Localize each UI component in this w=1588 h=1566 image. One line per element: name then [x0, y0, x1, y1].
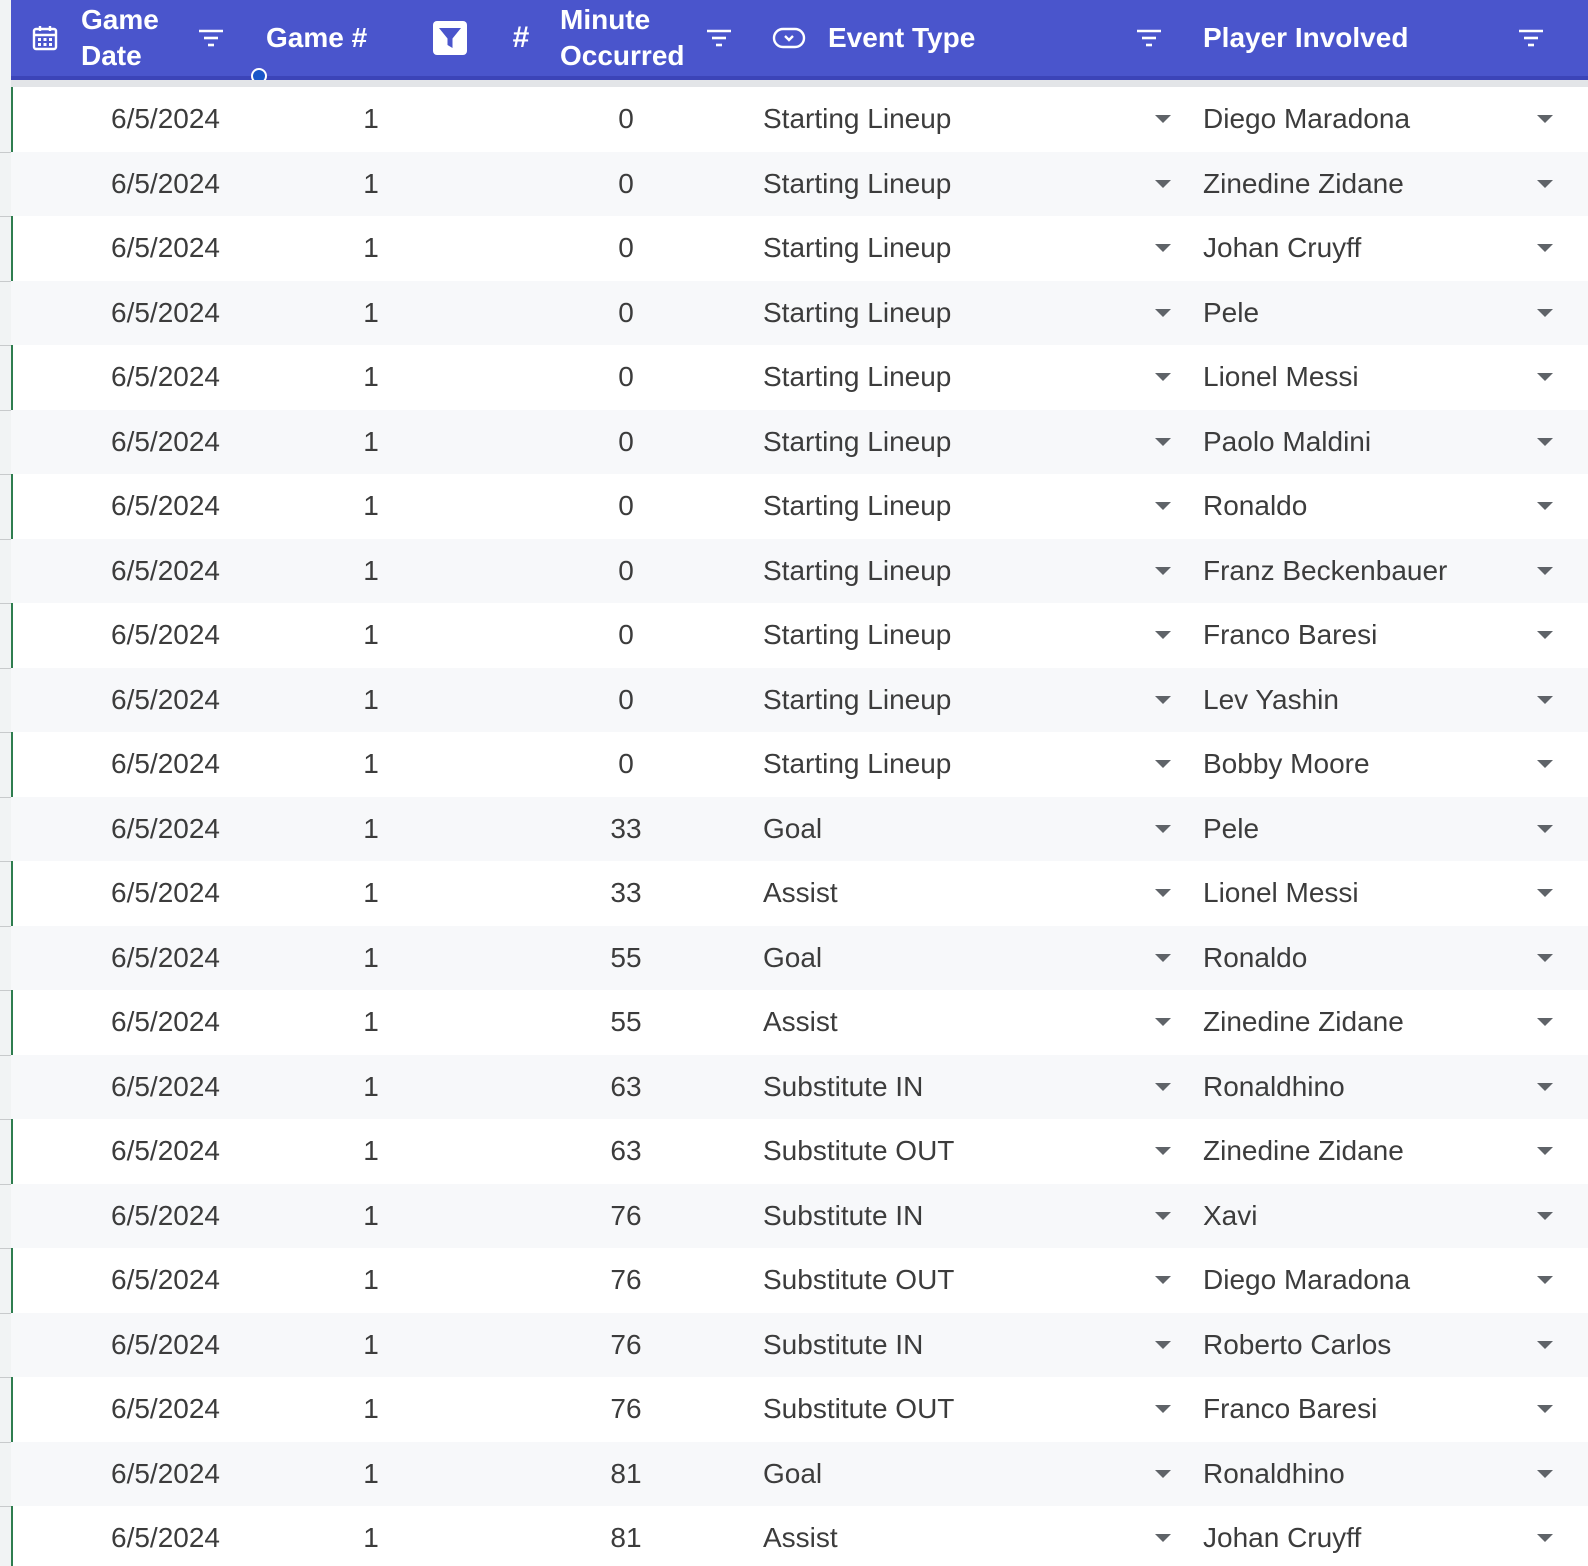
- row-gutter-line: [0, 1313, 11, 1314]
- column-header-event-type[interactable]: [828, 0, 1078, 76]
- chevron-down-icon[interactable]: [1533, 926, 1557, 991]
- table-row[interactable]: [11, 345, 1588, 410]
- row-gutter-line: [0, 152, 11, 153]
- chevron-down-icon[interactable]: [1151, 1055, 1175, 1120]
- table-row[interactable]: [11, 603, 1588, 668]
- table-row[interactable]: [11, 1248, 1588, 1313]
- cell-minute-occurred[interactable]: 0: [618, 748, 634, 780]
- row-gutter-line: [0, 668, 11, 669]
- row-gutter-line: [0, 1184, 11, 1185]
- cell-minute-occurred[interactable]: 0: [618, 296, 634, 328]
- cell-minute-occurred[interactable]: 0: [618, 425, 634, 457]
- cell-game-date[interactable]: 6/5/2024: [111, 941, 220, 973]
- table-row[interactable]: [11, 990, 1588, 1055]
- row-gutter-line: [0, 1377, 11, 1378]
- cell-game-date[interactable]: 6/5/2024: [111, 1006, 220, 1038]
- cell-game-date[interactable]: 6/5/2024: [111, 554, 220, 586]
- cell-game-number[interactable]: 1: [363, 748, 379, 780]
- table-row[interactable]: [11, 1377, 1588, 1442]
- chevron-down-icon[interactable]: [1533, 1377, 1557, 1442]
- column-header-game-date[interactable]: [81, 0, 201, 76]
- cell-player-involved[interactable]: Ronaldo: [1203, 490, 1308, 522]
- chevron-down-icon[interactable]: [1533, 281, 1557, 346]
- cell-event-type[interactable]: Assist: [763, 1006, 838, 1038]
- cell-player-involved[interactable]: Lev Yashin: [1203, 683, 1339, 715]
- cell-game-number[interactable]: 1: [363, 1328, 379, 1360]
- cell-game-number[interactable]: 1: [363, 1135, 379, 1167]
- row-gutter-line: [0, 1506, 11, 1507]
- row-gutter-line: [0, 281, 11, 282]
- cell-minute-occurred[interactable]: 0: [618, 554, 634, 586]
- cell-game-number[interactable]: 1: [363, 361, 379, 393]
- chevron-down-icon[interactable]: [1533, 1184, 1557, 1249]
- filter-lines-icon[interactable]: [1131, 20, 1167, 56]
- table-row[interactable]: [11, 926, 1588, 991]
- cell-minute-occurred[interactable]: 81: [610, 1522, 642, 1554]
- cell-game-number[interactable]: 1: [363, 232, 379, 264]
- cell-game-date[interactable]: 6/5/2024: [111, 296, 220, 328]
- cell-game-date[interactable]: 6/5/2024: [111, 683, 220, 715]
- cell-game-number[interactable]: 1: [363, 103, 379, 135]
- table-row[interactable]: [11, 1119, 1588, 1184]
- chevron-down-icon[interactable]: [1151, 216, 1175, 281]
- table-row[interactable]: [11, 668, 1588, 733]
- cell-minute-occurred[interactable]: 55: [610, 941, 642, 973]
- chevron-down-icon[interactable]: [1533, 797, 1557, 862]
- cell-game-number[interactable]: 1: [363, 1006, 379, 1038]
- cell-event-type[interactable]: Goal: [763, 812, 823, 844]
- cell-player-involved[interactable]: Franz Beckenbauer: [1203, 554, 1448, 586]
- cell-event-type[interactable]: Substitute OUT: [763, 1264, 955, 1296]
- table-row[interactable]: [11, 1442, 1588, 1507]
- cell-event-type[interactable]: Substitute OUT: [763, 1393, 955, 1425]
- cell-game-number[interactable]: 1: [363, 425, 379, 457]
- filter-active-icon[interactable]: [432, 20, 468, 56]
- header-label: Game #: [266, 22, 368, 53]
- cell-player-involved[interactable]: Pele: [1203, 812, 1260, 844]
- chevron-down-icon[interactable]: [1533, 539, 1557, 604]
- table-header: [11, 0, 1588, 80]
- header-divider: [11, 80, 1588, 87]
- chevron-down-icon[interactable]: [1151, 1506, 1175, 1566]
- chevron-down-icon[interactable]: [1151, 861, 1175, 926]
- table-row[interactable]: [11, 410, 1588, 475]
- cell-event-type[interactable]: Starting Lineup: [763, 554, 952, 586]
- table-row[interactable]: [11, 216, 1588, 281]
- header-label-line: Occurred: [560, 40, 685, 71]
- row-gutter-line: [0, 990, 11, 991]
- cell-game-number[interactable]: 1: [363, 812, 379, 844]
- cell-game-date[interactable]: 6/5/2024: [111, 1328, 220, 1360]
- chevron-down-icon[interactable]: [1533, 1442, 1557, 1507]
- chevron-down-icon[interactable]: [1151, 1248, 1175, 1313]
- cell-player-involved[interactable]: Franco Baresi: [1203, 619, 1378, 651]
- cell-minute-occurred[interactable]: 33: [610, 812, 642, 844]
- row-gutter-line: [0, 1055, 11, 1056]
- table-row[interactable]: [11, 732, 1588, 797]
- cell-player-involved[interactable]: Lionel Messi: [1203, 361, 1359, 393]
- chevron-down-icon[interactable]: [1151, 1313, 1175, 1378]
- cell-player-involved[interactable]: Franco Baresi: [1203, 1393, 1378, 1425]
- filter-lines-icon[interactable]: [193, 20, 229, 56]
- cell-player-involved[interactable]: Ronaldo: [1203, 941, 1308, 973]
- chevron-down-icon[interactable]: [1533, 87, 1557, 152]
- table-row[interactable]: [11, 861, 1588, 926]
- cell-minute-occurred[interactable]: 76: [610, 1328, 642, 1360]
- table-row[interactable]: [11, 539, 1588, 604]
- chevron-down-icon[interactable]: [1151, 732, 1175, 797]
- chevron-down-icon[interactable]: [1151, 474, 1175, 539]
- row-gutter-line: [0, 861, 11, 862]
- cell-game-date[interactable]: 6/5/2024: [111, 490, 220, 522]
- cell-minute-occurred[interactable]: 0: [618, 619, 634, 651]
- cell-event-type[interactable]: Substitute IN: [763, 1328, 924, 1360]
- header-label: Event Type: [828, 22, 976, 53]
- chevron-down-icon[interactable]: [1533, 1119, 1557, 1184]
- cell-player-involved[interactable]: Johan Cruyff: [1203, 232, 1362, 264]
- table-row[interactable]: [11, 797, 1588, 862]
- cell-player-involved[interactable]: Lionel Messi: [1203, 877, 1359, 909]
- chevron-down-icon[interactable]: [1533, 861, 1557, 926]
- cell-game-date[interactable]: 6/5/2024: [111, 1135, 220, 1167]
- chevron-down-icon[interactable]: [1533, 152, 1557, 217]
- cell-game-number[interactable]: 1: [363, 296, 379, 328]
- cell-player-involved[interactable]: Diego Maradona: [1203, 103, 1411, 135]
- column-header-minute-occurred[interactable]: [560, 0, 700, 76]
- cell-event-type[interactable]: Starting Lineup: [763, 103, 952, 135]
- chevron-down-icon[interactable]: [1533, 1248, 1557, 1313]
- row-gutter-line: [0, 1248, 11, 1249]
- cell-minute-occurred[interactable]: 63: [610, 1070, 642, 1102]
- cell-event-type[interactable]: Assist: [763, 1522, 838, 1554]
- cell-player-involved[interactable]: Paolo Maldini: [1203, 425, 1372, 457]
- cell-game-number[interactable]: 1: [363, 1070, 379, 1102]
- cell-player-involved[interactable]: Zinedine Zidane: [1203, 1135, 1404, 1167]
- cell-event-type[interactable]: Goal: [763, 941, 823, 973]
- chevron-down-icon[interactable]: [1151, 345, 1175, 410]
- cell-game-number[interactable]: 1: [363, 619, 379, 651]
- chevron-down-icon[interactable]: [1151, 1184, 1175, 1249]
- row-gutter-line: [0, 1442, 11, 1443]
- chevron-down-icon[interactable]: [1533, 1313, 1557, 1378]
- cell-event-type[interactable]: Starting Lineup: [763, 683, 952, 715]
- column-header-player-involved[interactable]: [1203, 0, 1483, 76]
- chevron-down-icon[interactable]: [1533, 603, 1557, 668]
- cell-game-number[interactable]: 1: [363, 1264, 379, 1296]
- table-row[interactable]: [11, 1055, 1588, 1120]
- row-gutter-line: [0, 732, 11, 733]
- chevron-down-icon[interactable]: [1533, 1055, 1557, 1120]
- cell-game-date[interactable]: 6/5/2024: [111, 877, 220, 909]
- cell-event-type[interactable]: Starting Lineup: [763, 167, 952, 199]
- cell-game-date[interactable]: 6/5/2024: [111, 167, 220, 199]
- cell-game-date[interactable]: 6/5/2024: [111, 1393, 220, 1425]
- cell-event-type[interactable]: Starting Lineup: [763, 490, 952, 522]
- row-gutter-line: [0, 410, 11, 411]
- cell-event-type[interactable]: Starting Lineup: [763, 425, 952, 457]
- row-gutter-line: [0, 926, 11, 927]
- cell-player-involved[interactable]: Roberto Carlos: [1203, 1328, 1392, 1360]
- cell-minute-occurred[interactable]: 76: [610, 1264, 642, 1296]
- cell-game-number[interactable]: 1: [363, 1199, 379, 1231]
- cell-game-number[interactable]: 1: [363, 877, 379, 909]
- cell-minute-occurred[interactable]: 0: [618, 490, 634, 522]
- cell-game-number[interactable]: 1: [363, 167, 379, 199]
- row-gutter-line: [0, 539, 11, 540]
- cell-game-number[interactable]: 1: [363, 1393, 379, 1425]
- cell-event-type[interactable]: Substitute OUT: [763, 1135, 955, 1167]
- cell-event-type[interactable]: Starting Lineup: [763, 361, 952, 393]
- chevron-down-icon[interactable]: [1533, 732, 1557, 797]
- cell-event-type[interactable]: Starting Lineup: [763, 748, 952, 780]
- row-gutter-line: [0, 216, 11, 217]
- chevron-down-icon[interactable]: [1151, 1442, 1175, 1507]
- chevron-down-icon[interactable]: [1151, 668, 1175, 733]
- row-gutter-line: [0, 474, 11, 475]
- table-row[interactable]: [11, 474, 1588, 539]
- chevron-down-icon[interactable]: [1151, 990, 1175, 1055]
- cell-game-date[interactable]: 6/5/2024: [111, 812, 220, 844]
- table-row[interactable]: [11, 281, 1588, 346]
- table-row[interactable]: [11, 152, 1588, 217]
- cell-game-date[interactable]: 6/5/2024: [111, 103, 220, 135]
- chevron-down-icon[interactable]: [1151, 603, 1175, 668]
- table-row[interactable]: [11, 1313, 1588, 1378]
- header-label-line: Game: [81, 4, 159, 35]
- cell-game-date[interactable]: 6/5/2024: [111, 619, 220, 651]
- cell-game-number[interactable]: 1: [363, 490, 379, 522]
- cell-game-date[interactable]: 6/5/2024: [111, 1070, 220, 1102]
- chevron-down-icon[interactable]: [1151, 1119, 1175, 1184]
- cell-minute-occurred[interactable]: 81: [610, 1457, 642, 1489]
- chevron-down-icon[interactable]: [1533, 668, 1557, 733]
- cell-minute-occurred[interactable]: 55: [610, 1006, 642, 1038]
- chevron-down-icon[interactable]: [1151, 281, 1175, 346]
- table-row[interactable]: [11, 87, 1588, 152]
- cell-minute-occurred[interactable]: 76: [610, 1199, 642, 1231]
- cell-game-date[interactable]: 6/5/2024: [111, 748, 220, 780]
- filter-lines-icon[interactable]: [701, 20, 737, 56]
- header-label-line: Minute: [560, 4, 651, 35]
- cell-player-involved[interactable]: Ronaldhino: [1203, 1457, 1345, 1489]
- chevron-down-icon[interactable]: [1533, 216, 1557, 281]
- cell-game-date[interactable]: 6/5/2024: [111, 1522, 220, 1554]
- cell-game-number[interactable]: 1: [363, 554, 379, 586]
- cell-game-number[interactable]: 1: [363, 1457, 379, 1489]
- header-label-line: Date: [81, 40, 142, 71]
- chevron-down-icon[interactable]: [1151, 87, 1175, 152]
- cell-game-date[interactable]: 6/5/2024: [111, 1457, 220, 1489]
- cell-minute-occurred[interactable]: 0: [618, 167, 634, 199]
- cell-game-date[interactable]: 6/5/2024: [111, 1199, 220, 1231]
- chevron-down-icon[interactable]: [1151, 539, 1175, 604]
- cell-event-type[interactable]: Starting Lineup: [763, 619, 952, 651]
- cell-minute-occurred[interactable]: 0: [618, 361, 634, 393]
- row-gutter-line: [0, 1119, 11, 1120]
- cell-game-number[interactable]: 1: [363, 683, 379, 715]
- cell-minute-occurred[interactable]: 76: [610, 1393, 642, 1425]
- cell-player-involved[interactable]: Bobby Moore: [1203, 748, 1370, 780]
- table-body: [11, 87, 1588, 1566]
- row-gutter-line: [0, 797, 11, 798]
- hash-icon: #: [512, 21, 530, 54]
- chevron-down-icon[interactable]: [1533, 1506, 1557, 1566]
- chevron-down-icon[interactable]: [1151, 1377, 1175, 1442]
- chevron-down-icon[interactable]: [1533, 990, 1557, 1055]
- chevron-down-icon[interactable]: [1533, 410, 1557, 475]
- cell-event-type[interactable]: Substitute IN: [763, 1199, 924, 1231]
- header-label: Player Involved: [1203, 22, 1409, 53]
- cell-player-involved[interactable]: Pele: [1203, 296, 1260, 328]
- chevron-down-icon[interactable]: [1151, 926, 1175, 991]
- cell-game-number[interactable]: 1: [363, 1522, 379, 1554]
- cell-game-date[interactable]: 6/5/2024: [111, 425, 220, 457]
- cell-game-date[interactable]: 6/5/2024: [111, 1264, 220, 1296]
- chevron-down-icon[interactable]: [1151, 152, 1175, 217]
- cell-event-type[interactable]: Substitute IN: [763, 1070, 924, 1102]
- cell-game-date[interactable]: 6/5/2024: [111, 361, 220, 393]
- cell-event-type[interactable]: Goal: [763, 1457, 823, 1489]
- row-gutter-line: [0, 345, 11, 346]
- row-gutter-line: [0, 603, 11, 604]
- cell-event-type[interactable]: Assist: [763, 877, 838, 909]
- cell-player-involved[interactable]: Zinedine Zidane: [1203, 167, 1404, 199]
- cell-player-involved[interactable]: Zinedine Zidane: [1203, 1006, 1404, 1038]
- cell-minute-occurred[interactable]: 0: [618, 683, 634, 715]
- cell-player-involved[interactable]: Ronaldhino: [1203, 1070, 1345, 1102]
- cell-event-type[interactable]: Starting Lineup: [763, 296, 952, 328]
- cell-player-involved[interactable]: Johan Cruyff: [1203, 1522, 1362, 1554]
- chevron-down-icon[interactable]: [1151, 797, 1175, 862]
- table-row[interactable]: [11, 1506, 1588, 1566]
- cell-minute-occurred[interactable]: 0: [618, 103, 634, 135]
- chevron-down-icon[interactable]: [1533, 345, 1557, 410]
- cell-player-involved[interactable]: Diego Maradona: [1203, 1264, 1411, 1296]
- cell-player-involved[interactable]: Xavi: [1203, 1199, 1258, 1231]
- chevron-down-icon[interactable]: [1533, 474, 1557, 539]
- dropdown-chip-icon: [771, 20, 807, 56]
- cell-event-type[interactable]: Starting Lineup: [763, 232, 952, 264]
- cell-minute-occurred[interactable]: 33: [610, 877, 642, 909]
- calendar-icon: [27, 20, 63, 56]
- cell-minute-occurred[interactable]: 0: [618, 232, 634, 264]
- cell-minute-occurred[interactable]: 63: [610, 1135, 642, 1167]
- filter-lines-icon[interactable]: [1513, 20, 1549, 56]
- table-row[interactable]: [11, 1184, 1588, 1249]
- cell-game-date[interactable]: 6/5/2024: [111, 232, 220, 264]
- column-header-game-number[interactable]: [266, 0, 386, 76]
- cell-game-number[interactable]: 1: [363, 941, 379, 973]
- chevron-down-icon[interactable]: [1151, 410, 1175, 475]
